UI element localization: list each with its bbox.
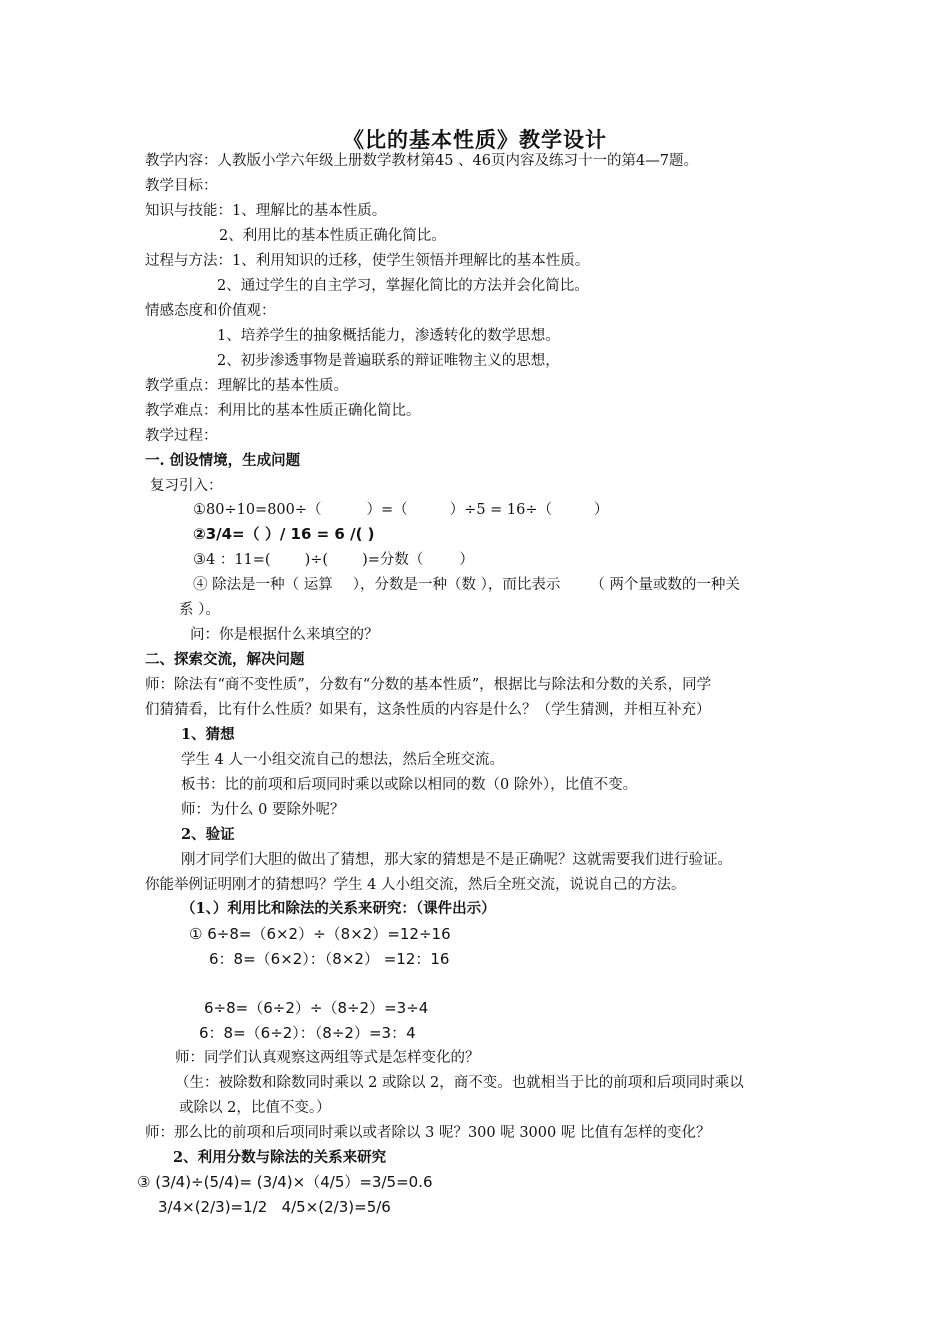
q4-part-a: ④ 除法是一种（ 运算 bbox=[193, 577, 333, 593]
review-question-1 bbox=[193, 500, 609, 520]
section1-heading: 一. 创设情境，生成问题 bbox=[145, 452, 301, 469]
process-goal-2: 2、通过学生的自主学习，掌握化简比的方法并会化简比。 bbox=[217, 278, 589, 294]
q4-part-b: ），分数是一种（数 ），而比表示 bbox=[352, 577, 561, 593]
guess-line-1: 学生 4 人一小组交流自己的想法，然后全班交流。 bbox=[181, 752, 504, 768]
ask-question: 问：你是根据什么来填空的？ bbox=[190, 627, 379, 643]
guess-heading: 1、猜想 bbox=[181, 726, 235, 743]
teacher-line-3: 师：那么比的前项和后项同时乘以或者除以 3 呢？300 呢 3000 呢 比值有怎样的变化？ bbox=[145, 1125, 711, 1141]
teacher-line-2: 师：同学们认真观察这两组等式是怎样变化的？ bbox=[175, 1050, 480, 1066]
goals-heading: 教学目标： bbox=[145, 178, 218, 194]
equation-3: 6÷8=（6÷2）÷（8÷2）=3÷4 bbox=[204, 999, 429, 1017]
verify-heading: 2、验证 bbox=[181, 826, 235, 843]
review-question-4-cont: 系 ）。 bbox=[179, 602, 220, 618]
difficulty: 教学难点：利用比的基本性质正确化简比。 bbox=[145, 403, 421, 419]
emotion-goal-1: 1、培养学生的抽象概括能力，渗透转化的数学思想。 bbox=[217, 328, 560, 344]
knowledge-goal-2: 2、利用比的基本性质正确化简比。 bbox=[219, 228, 446, 244]
teaching-content: 教学内容：人教版小学六年级上册数学教材第45 、46页内容及练习十一的第4—7题。 bbox=[145, 153, 698, 169]
review-question-2: ②3/4=（ ）/ 16 = 6 /( ) bbox=[193, 525, 375, 543]
q3-part-c: )=分数（ bbox=[362, 552, 424, 568]
equation-4: 6：8=（6÷2）：（8÷2）=3：4 bbox=[199, 1024, 416, 1042]
q3-part-a: ③4 ：11=( bbox=[193, 552, 271, 568]
equation-2: 6：8=（6×2）：（8×2） =12：16 bbox=[209, 950, 450, 968]
verify-line-1b: 你能举例证明刚才的猜想吗？学生 4 人小组交流，然后全班交流，说说自己的方法。 bbox=[145, 877, 686, 893]
student-line-1b: 或除以 2，比值不变。） bbox=[179, 1100, 331, 1116]
key-point: 教学重点：理解比的基本性质。 bbox=[145, 378, 348, 394]
method2-heading: 2、利用分数与除法的关系来研究 bbox=[173, 1149, 387, 1166]
review-intro: 复习引入： bbox=[150, 478, 223, 494]
equation-5: ③ (3/4)÷(5/4)= (3/4)×（4/5）=3/5=0.6 bbox=[137, 1173, 433, 1191]
q3-part-b: )÷( bbox=[304, 552, 329, 568]
teacher-line-1b: 们猜猜看，比有什么性质？如果有，这条性质的内容是什么？（学生猜测，并相互补充） bbox=[145, 702, 711, 718]
q1-part-d: ） bbox=[594, 502, 609, 518]
emotion-heading: 情感态度和价值观： bbox=[145, 303, 276, 319]
equation-1: ① 6÷8=（6×2）÷（8×2）=12÷16 bbox=[189, 925, 451, 943]
page-title: 《比的基本性质》教学设计 bbox=[343, 127, 607, 152]
verify-line-1a: 刚才同学们大胆的做出了猜想，那大家的猜想是不是正确呢？这就需要我们进行验证。 bbox=[181, 852, 732, 868]
section2-heading: 二、探索交流，解决问题 bbox=[145, 651, 305, 668]
guess-line-3: 师：为什么 0 要除外呢？ bbox=[181, 802, 345, 818]
q4-part-c: （ 两个量或数的一种关 bbox=[590, 577, 740, 593]
process-heading: 教学过程： bbox=[145, 428, 218, 444]
review-question-3 bbox=[193, 550, 474, 570]
process-goal-1: 过程与方法：1、利用知识的迁移，使学生领悟并理解比的基本性质。 bbox=[145, 253, 590, 269]
knowledge-goal-1: 知识与技能：1、理解比的基本性质。 bbox=[145, 203, 387, 219]
q3-part-d: ） bbox=[459, 552, 474, 568]
student-line-1a: （生：被除数和除数同时乘以 2 或除以 2，商不变。也就相当于比的前项和后项同时乘以 bbox=[175, 1075, 744, 1091]
equation-6: 3/4×(2/3)=1/2 4/5×(2/3)=5/6 bbox=[158, 1198, 391, 1216]
emotion-goal-2: 2、初步渗透事物是普遍联系的辩证唯物主义的思想， bbox=[217, 353, 560, 369]
q1-part-c: ）÷5 = 16÷（ bbox=[449, 502, 553, 518]
guess-line-2: 板书：比的前项和后项同时乘以或除以相同的数（0 除外），比值不变。 bbox=[181, 777, 638, 793]
method1-heading: （1、）利用比和除法的关系来研究：（课件出示） bbox=[181, 900, 496, 917]
review-question-4 bbox=[193, 575, 740, 595]
teacher-line-1a: 师：除法有“商不变性质”，分数有“分数的基本性质”，根据比与除法和分数的关系，同学 bbox=[145, 677, 712, 693]
q1-part-b: ）=（ bbox=[366, 502, 408, 518]
q1-part-a: ①80÷10=800÷（ bbox=[193, 502, 322, 518]
